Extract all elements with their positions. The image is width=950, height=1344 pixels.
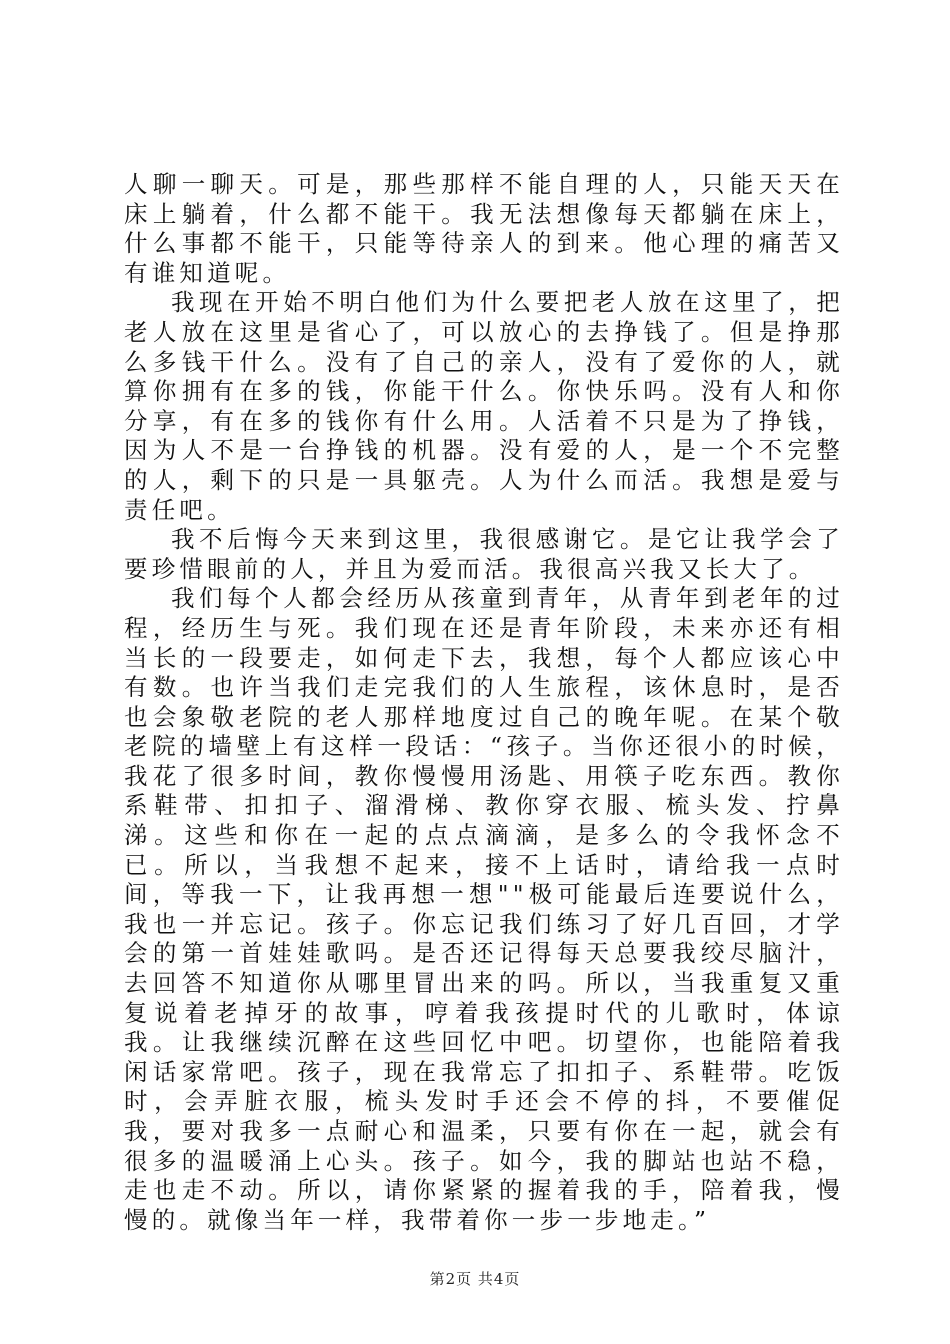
paragraph-life-journey: 我们每个人都会经历从孩童到青年，从青年到老年的过程，经历生与死。我们现在还是青年阶段，未来亦还有相当长的一段要走，如何走下去，我想，每个人都应该心中有数。也许当我们走完我们的人生旅程，该休息时，是否也会象敬老院的老人那样地度过自己的晚年呢。在某个敬老院的墙壁上有这样一段话：“孩子。当你还很小的时候，我花了很多时间，教你慢慢用汤匙、用筷子吃东西。教你系鞋带、扣扣子、溜滑梯、教你穿衣服、梳头发、拧鼻涕。这些和你在一起的点点滴滴，是多么的令我怀念不已。所以，当我想不起来，接不上话时，请给我一点时间，等我一下，让我再想一想""极可能最后连要说什么，我也一并忘记。孩子。你忘记我们练习了好几百回，才学会的第一首娃娃歌吗。是否还记得每天总要我绞尽脑汁，去回答不知道你从哪里冒出来的吗。所以，当我重复又重复说着老掉牙的故事，哼着我孩提时代的儿歌时，体谅我。让我继续沉醉在这些回忆中吧。切望你，也能陪着我闲话家常吧。孩子，现在我常忘了扣扣子、系鞋带。吃饭时，会弄脏衣服，梳头发时手还会不停的抖，不要催促我，要对我多一点耐心和温柔，只要有你在一起，就会有很多的温暖涌上心头。孩子。如今，我的脚站也站不稳，走也走不动。所以，请你紧紧的握着我的手，陪着我，慢慢的。就像当年一样，我带着你一步一步地走。” xyxy=(124,584,844,1234)
page-number-footer: 第2页 共4页 xyxy=(429,1270,521,1288)
paragraph-nursing-home-reflection: 我现在开始不明白他们为什么要把老人放在这里了，把老人放在这里是省心了，可以放心的去挣钱了。但是挣那么多钱干什么。没有了自己的亲人，没有了爱你的人，就算你拥有在多的钱，你能干什么。你快乐吗。没有人和你分享，有在多的钱你有什么用。人活着不只是为了挣钱，因为人不是一台挣钱的机器。没有爱的人，是一个不完整的人，剩下的只是一具躯壳。人为什么而活。我想是爱与责任吧。 xyxy=(124,288,844,524)
paragraph-continuation: 人聊一聊天。可是，那些那样不能自理的人，只能天天在床上躺着，什么都不能干。我无法想像每天都躺在床上，什么事都不能干，只能等待亲人的到来。他心理的痛苦又有谁知道呢。 xyxy=(124,170,844,287)
document-body xyxy=(124,170,844,1235)
paragraph-no-regret: 我不后悔今天来到这里，我很感谢它。是它让我学会了要珍惜眼前的人，并且为爱而活。我很高兴我又长大了。 xyxy=(124,525,844,583)
